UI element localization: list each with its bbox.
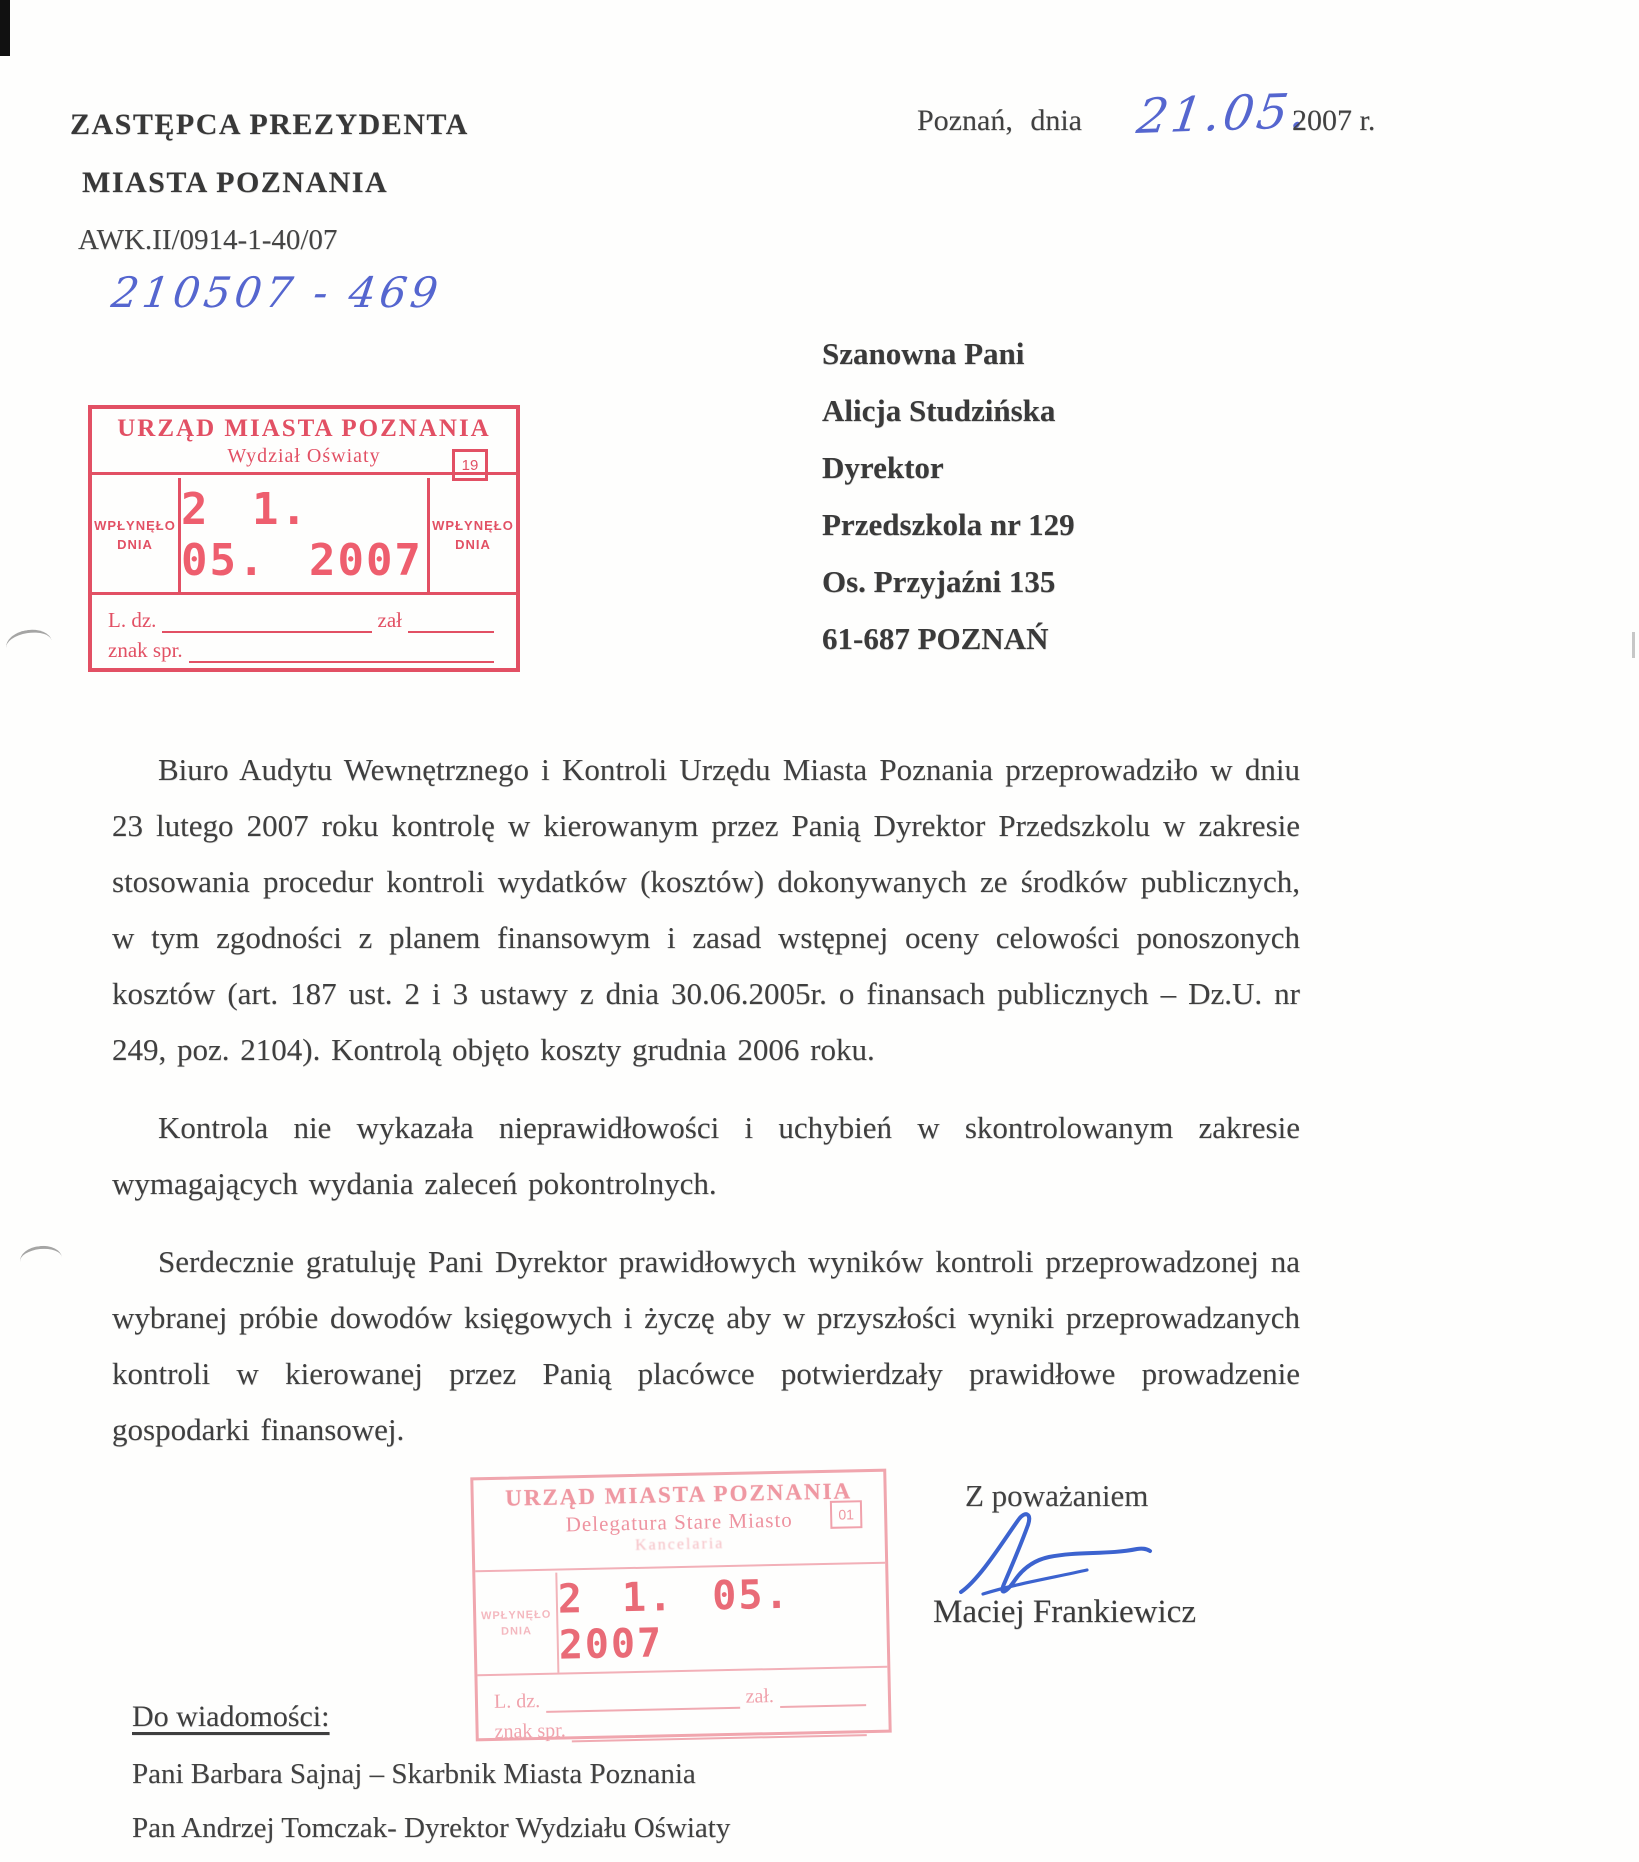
scan-pen-mark (19, 1244, 64, 1275)
cc-entry-treasurer: Pani Barbara Sajnaj – Skarbnik Miasta Poznania (132, 1758, 696, 1790)
received-stamp-old-town-delegation (470, 1469, 891, 1742)
received-word: WPŁYNĘŁO (94, 517, 176, 533)
received-word: WPŁYNĘŁO (432, 517, 514, 533)
stamp-subdepartment: Kancelaria (634, 1535, 725, 1554)
received-stamp-education-dept (88, 405, 520, 672)
dateline-year: 2007 r. (1292, 104, 1376, 137)
recipient-role: Dyrektor (822, 450, 944, 485)
stamp-ldz-row (108, 603, 500, 633)
signature-scribble (955, 1508, 1155, 1600)
recipient-block (822, 336, 1075, 678)
received-word: DNIA (455, 537, 491, 552)
blank-line (408, 609, 494, 633)
valediction: Z poważaniem (965, 1478, 1149, 1513)
stamp-code-box: 19 (452, 449, 488, 481)
stamp-received-label-left (92, 478, 181, 592)
recipient-city: 61-687 POZNAŃ (822, 621, 1049, 656)
stamp-ldz-label: L. dz. (108, 608, 157, 632)
recipient-salutation: Szanowna Pani (822, 336, 1025, 371)
stamp-received-label-left (475, 1573, 559, 1675)
recipient-institution: Przedszkola nr 129 (822, 507, 1075, 542)
blank-line (571, 1712, 866, 1742)
stamp-znak-label: znak spr. (494, 1719, 566, 1743)
stamp-date-row (92, 478, 516, 595)
stamp-znak-row (108, 633, 500, 663)
stamp-department: Wydział Oświaty (227, 445, 381, 467)
stamp-date: 2 1. 05. 2007 (557, 1571, 791, 1669)
recipient-name: Alicja Studzińska (822, 393, 1056, 428)
dateline-place: Poznań, dnia (917, 104, 1082, 137)
blank-line (189, 639, 494, 663)
sender-title-line1: ZASTĘPCA PREZYDENTA (70, 108, 469, 141)
handwritten-register-number: 210507 - 469 (108, 268, 445, 317)
stamp-code-box: 01 (830, 1500, 863, 1529)
cc-entry-education-director: Pan Andrzej Tomczak- Dyrektor Wydziału Oświaty (132, 1812, 731, 1844)
handwritten-date: 21.05. (1133, 83, 1314, 145)
stamp-received-label-right (427, 478, 516, 592)
reference-number: AWK.II/0914-1-40/07 (78, 224, 338, 256)
received-word: WPŁYNĘŁO (480, 1608, 552, 1622)
stamp-department: Delegatura Stare Miasto (565, 1507, 794, 1537)
stamp-zal-label: zał (377, 608, 402, 632)
signer-name: Maciej Frankiewicz (933, 1594, 1196, 1630)
scan-corner-mark (0, 0, 10, 56)
stamp-date: 2 1. 05. 2007 (181, 484, 423, 586)
received-word: DNIA (117, 537, 153, 552)
blank-line (780, 1682, 866, 1708)
stamp-ldz-label: L. dz. (493, 1689, 541, 1713)
sender-title-line2: MIASTA POZNANIA (82, 166, 389, 199)
stamp-office-title: URZĄD MIASTA POZNANIA (117, 415, 491, 442)
paragraph-congratulations: Serdecznie gratuluję Pani Dyrektor prawidłowych wyników kontroli przeprowadzonej na wybranej próbie dowodów księgowych i życzę aby w przyszłości wyniki przeprowadzanych kontroli w kierowanej przez Panią placówce potwierdzały prawidłowe prowadzenie gospodarki finansowej. (112, 1244, 1300, 1447)
blank-line (162, 609, 371, 633)
stamp-zal-label: zał. (745, 1685, 775, 1708)
stamp-office-title: URZĄD MIASTA POZNANIA (504, 1478, 853, 1511)
cc-heading: Do wiadomości: (132, 1700, 330, 1733)
scan-pen-mark (4, 627, 54, 663)
paragraph-audit-scope: Biuro Audytu Wewnętrznego i Kontroli Urzędu Miasta Poznania przeprowadziło w dniu 23 lutego 2007 roku kontrolę w kierowanym przez Panią Dyrektor Przedszkolu w zakresie stosowania procedur kontroli wydatków (kosztów) dokonywanych ze środków publicznych, w tym zgodności z planem finansowym i zasad wstępnej oceny celowości ponoszonych kosztów (art. 187 ust. 2 i 3 ustawy z dnia 30.06.2005r. o finansach publicznych – Dz.U. nr 249, poz. 2104). Kontrolą objęto koszty grudnia 2006 roku. (112, 752, 1300, 1067)
recipient-street: Os. Przyjaźni 135 (822, 564, 1056, 599)
blank-line (546, 1685, 740, 1713)
letter-body (112, 742, 1300, 1458)
scan-edge-mark (1632, 632, 1635, 658)
received-word: DNIA (500, 1625, 533, 1638)
stamp-date-row (475, 1566, 887, 1677)
stamp-header (473, 1472, 885, 1573)
paragraph-no-irregularities: Kontrola nie wykazała nieprawidłowości i uchybień w skontrolowanym zakresie wymagających wydania zaleceń pokontrolnych. (112, 1110, 1300, 1201)
stamp-reference-rows (92, 595, 516, 668)
stamp-reference-rows (477, 1668, 888, 1743)
stamp-znak-label: znak spr. (108, 638, 183, 662)
